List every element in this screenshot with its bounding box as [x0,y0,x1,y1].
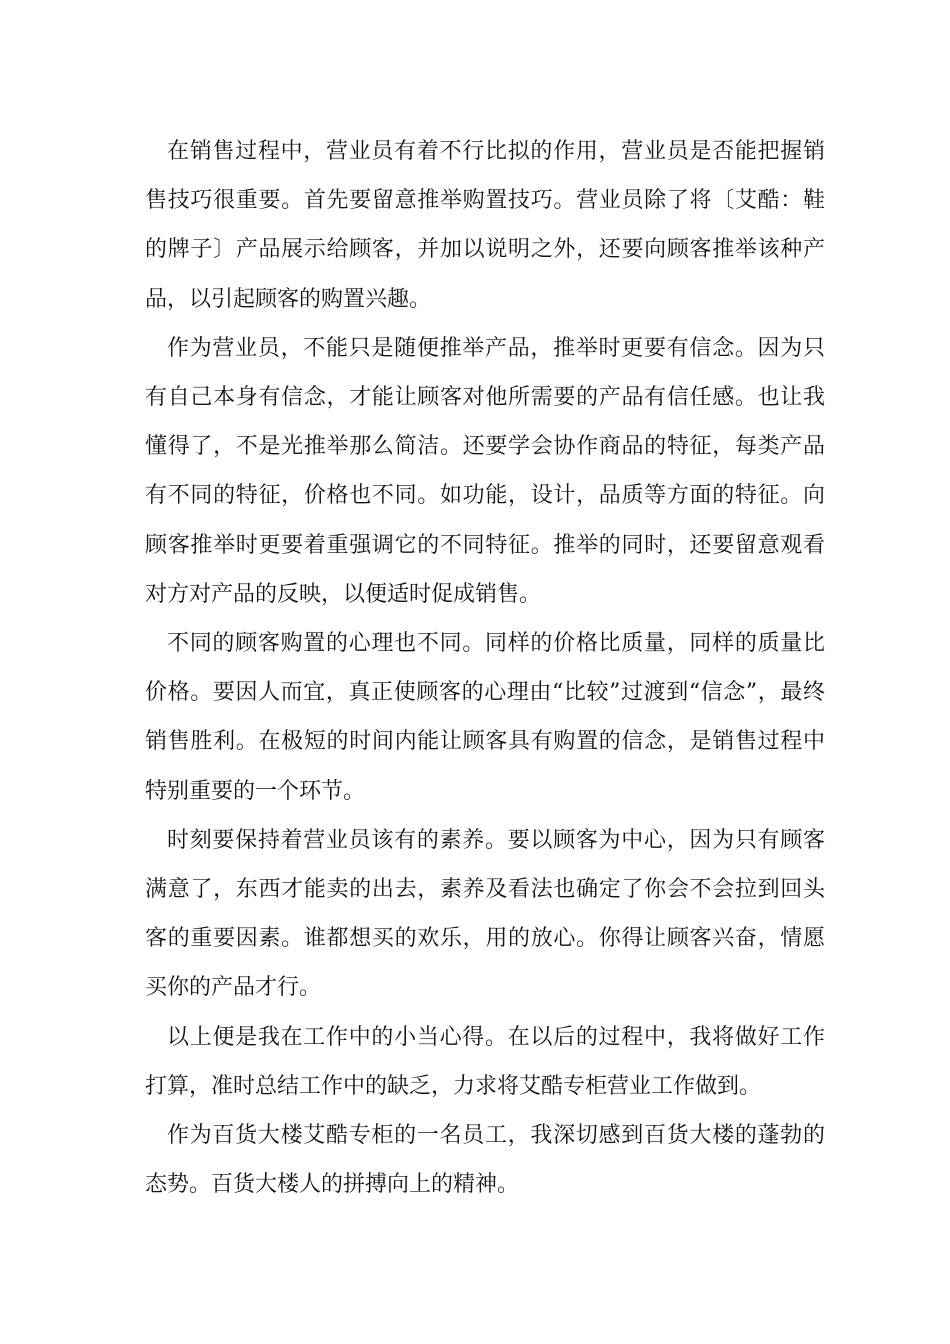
document-body [145,127,825,1209]
paragraph-5: 以上便是我在工作中的小当心得。在以后的过程中，我将做好工作打算，准时总结工作中的缺乏，力求将艾酷专柜营业工作做到。 [145,1024,825,1099]
paragraph-1: 在销售过程中，营业员有着不行比拟的作用，营业员是否能把握销售技巧很重要。首先要留意推举购置技巧。营业员除了将〔艾酷：鞋的牌子〕产品展示给顾客，并加以说明之外，还要向顾客推举该种产品，以引起顾客的购置兴趣。 [145,139,825,312]
paragraph-2: 作为营业员，不能只是随便推举产品，推举时更要有信念。因为只有自己本身有信念，才能让顾客对他所需要的产品有信任感。也让我懂得了，不是光推举那么简洁。还要学会协作商品的特征，每类产品有不同的特征，价格也不同。如功能，设计，品质等方面的特征。向顾客推举时更要着重强调它的不同特征。推举的同时，还要留意观看对方对产品的反映，以便适时促成销售。 [145,335,825,607]
paragraph-3: 不同的顾客购置的心理也不同。同样的价格比质量，同样的质量比价格。要因人而宜，真正使顾客的心理由“比较”过渡到“信念”，最终销售胜利。在极短的时间内能让顾客具有购置的信念，是销售过程中特别重要的一个环节。 [145,631,825,804]
paragraph-4: 时刻要保持着营业员该有的素养。要以顾客为中心，因为只有顾客满意了，东西才能卖的出去，素养及看法也确定了你会不会拉到回头客的重要因素。谁都想买的欢乐，用的放心。你得让顾客兴奋，情愿买你的产品才行。 [145,827,825,1001]
paragraph-6: 作为百货大楼艾酷专柜的一名员工，我深切感到百货大楼的蓬勃的态势。百货大楼人的拼搏向上的精神。 [145,1123,825,1198]
